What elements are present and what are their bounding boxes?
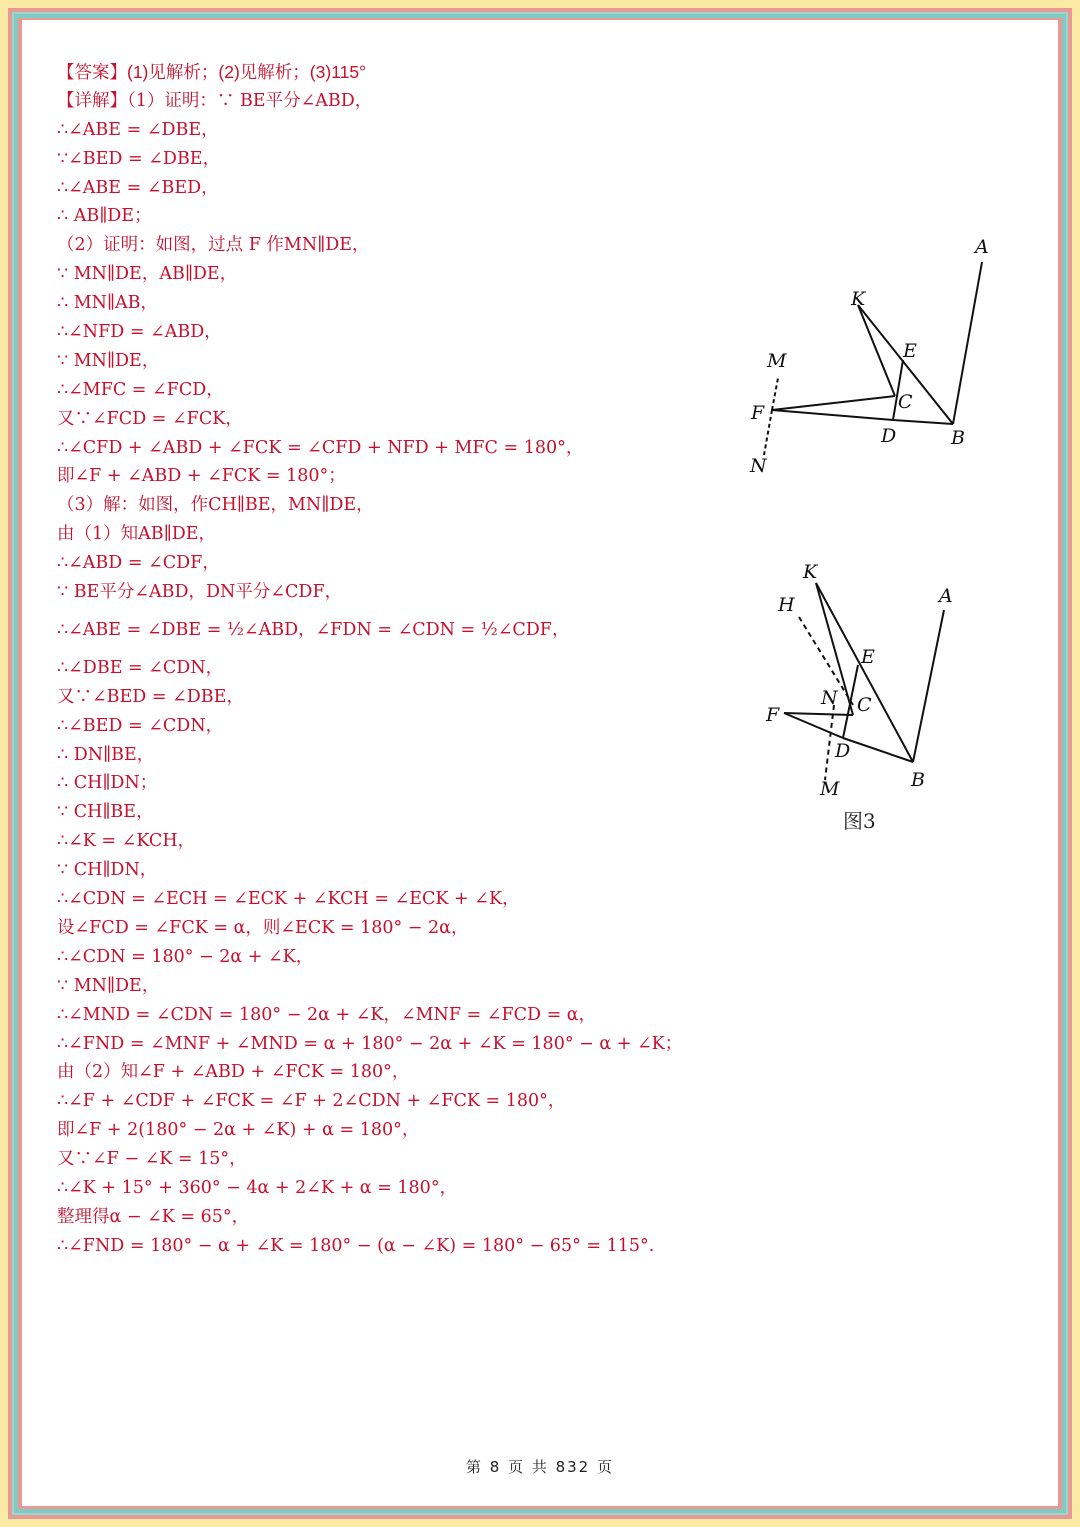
figure-caption: 图3 [843,809,876,833]
solution-text [57,58,737,1261]
solution-line: ∵ MN∥DE， [57,975,160,996]
solution-line: ∴∠CDN = ∠ECH = ∠ECK + ∠KCH = ∠ECK + ∠K， [57,889,520,910]
solution-line: ∴∠ABD = ∠CDF， [57,553,220,574]
solution-line: ∴∠FND = ∠MNF + ∠MND = α + 180° − 2α + ∠K = 180° − α + ∠K； [57,1033,683,1054]
solution-line: ∴∠ABE = ∠BED， [57,177,219,198]
solution-line: 整理得α − ∠K = 65°， [57,1206,250,1227]
point-label-f: F [751,402,765,424]
solution-line: ∴ CH∥DN； [57,773,158,794]
page-footer: 第 8 页 共 832 页 [465,1458,614,1476]
solution-line: ∵ MN∥DE， [57,350,160,371]
solution-line: （3）解：如图，作CH∥BE，MN∥DE， [57,495,374,516]
point-label-b: B [911,769,925,791]
solution-line: ∵ BE平分∠ABD，DN平分∠CDF， [57,582,343,603]
solution-line: ∴∠DBE = ∠CDN， [57,657,224,678]
solution-line: ∴∠BED = ∠CDN， [57,715,224,736]
solution-line: ∴ AB∥DE； [57,206,152,227]
solution-line: ∴∠K + 15° + 360° − 4α + 2∠K + α = 180°， [57,1177,458,1198]
solution-line: 由（1）知AB∥DE， [57,524,217,545]
solution-line: 又∵∠F − ∠K = 15°， [57,1149,247,1170]
geometry-figure-2 [740,230,1020,480]
solution-line: ∴∠F + ∠CDF + ∠FCK = ∠F + 2∠CDN + ∠FCK = 180°， [57,1091,566,1112]
solution-line: 又∵∠BED = ∠DBE， [57,686,244,707]
point-label-c: C [898,391,913,413]
point-label-a: A [975,236,989,258]
point-label-f: F [766,704,780,726]
solution-line: 即∠F + ∠ABD + ∠FCK = 180°； [57,466,346,487]
solution-line: ∴ DN∥BE， [57,744,155,765]
solution-line: ∴∠K = ∠KCH， [57,831,196,852]
solution-line: 【详解】（1）证明：∵ BE平分∠ABD， [57,90,373,111]
solution-line: ∴∠FND = 180° − α + ∠K = 180° − (α − ∠K) = 180° − 65° = 115°. [57,1235,655,1256]
solution-line: ∵∠BED = ∠DBE， [57,148,221,169]
point-label-k: K [803,561,818,583]
point-label-a: A [939,585,953,607]
solution-line: 由（2）知∠F + ∠ABD + ∠FCK = 180°， [57,1062,410,1083]
geometry-figure-3 [760,560,980,800]
solution-line: 设∠FCD = ∠FCK = α，则∠ECK = 180° − 2α， [57,917,469,938]
point-label-n: N [821,687,838,709]
solution-line: ∵ MN∥DE，AB∥DE， [57,264,238,285]
point-label-h: H [778,594,795,616]
point-label-m: M [767,350,787,372]
answer-line: 【答案】(1)见解析；(2)见解析；(3)115° [57,62,367,82]
point-label-d: D [835,740,851,762]
solution-line: ∴∠CDN = 180° − 2α + ∠K， [57,946,314,967]
solution-line: ∴∠ABE = ∠DBE， [57,119,219,140]
point-label-b: B [951,427,965,449]
point-label-c: C [857,694,872,716]
solution-line: ∴∠MFC = ∠FCD， [57,379,224,400]
solution-line: ∴∠ABE = ∠DBE = ½∠ABD，∠FDN = ∠CDN = ½∠CDF， [57,619,570,640]
point-label-e: E [861,646,875,668]
point-label-e: E [903,340,917,362]
solution-line: ∵ CH∥BE， [57,802,154,823]
solution-line: ∴∠CFD + ∠ABD + ∠FCK = ∠CFD + NFD + MFC = 180°， [57,437,584,458]
solution-line: （2）证明：如图，过点 F 作MN∥DE， [57,235,370,256]
solution-line: 又∵∠FCD = ∠FCK， [57,408,243,429]
point-label-m: M [820,778,840,800]
solution-line: ∵ CH∥DN， [57,860,158,881]
point-label-d: D [881,425,897,447]
solution-line: ∴∠NFD = ∠ABD， [57,322,222,343]
point-label-k: K [851,288,866,310]
solution-line: ∴∠MND = ∠CDN = 180° − 2α + ∠K，∠MNF = ∠FCD = α， [57,1004,597,1025]
solution-line: 即∠F + 2(180° − 2α + ∠K) + α = 180°， [57,1120,420,1141]
solution-line: ∴ MN∥AB， [57,293,159,314]
point-label-n: N [750,455,767,477]
